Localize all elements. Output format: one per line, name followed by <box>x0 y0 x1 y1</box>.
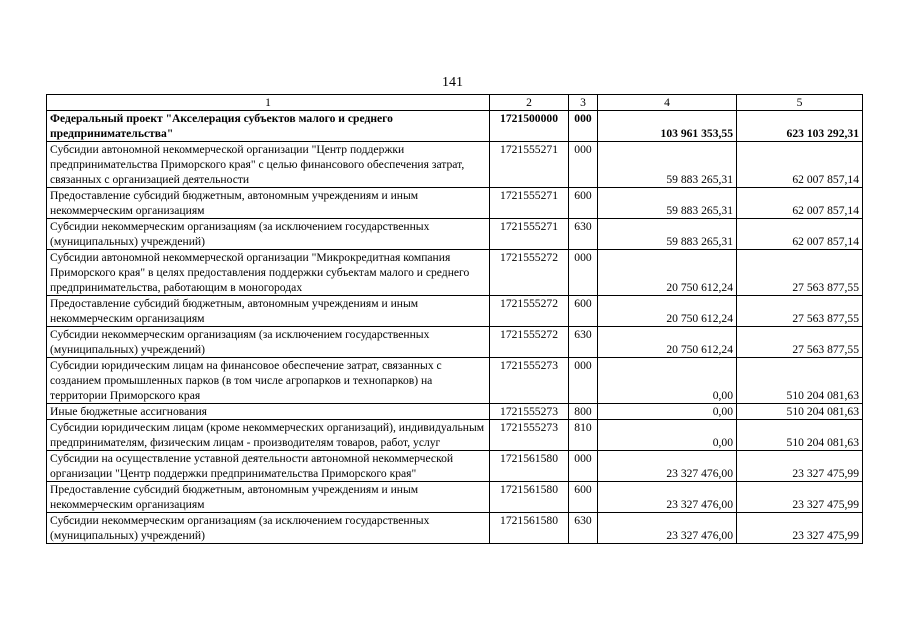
row-name: Субсидии автономной некоммерческой организации "Микрокредитная компания Приморского края" в целях предоставления поддержки субъектам малого и среднего предпринимательства, работающим в моногородах <box>47 250 490 296</box>
row-expense-type: 000 <box>569 358 598 404</box>
row-expense-type: 000 <box>569 250 598 296</box>
table-row <box>47 482 863 513</box>
row-amount-col4: 59 883 265,31 <box>598 188 737 219</box>
row-amount-col4: 0,00 <box>598 358 737 404</box>
row-code: 1721555272 <box>490 327 569 358</box>
table-row <box>47 358 863 404</box>
row-expense-type: 810 <box>569 420 598 451</box>
header-col-1: 1 <box>47 95 490 111</box>
row-expense-type: 630 <box>569 513 598 544</box>
table-row <box>47 451 863 482</box>
header-col-2: 2 <box>490 95 569 111</box>
page-number: 141 <box>442 75 463 90</box>
row-amount-col5: 23 327 475,99 <box>737 482 863 513</box>
row-code: 1721555272 <box>490 250 569 296</box>
row-amount-col5: 510 204 081,63 <box>737 404 863 420</box>
row-expense-type: 000 <box>569 142 598 188</box>
row-amount-col4: 20 750 612,24 <box>598 296 737 327</box>
table-row <box>47 219 863 250</box>
table-row <box>47 420 863 451</box>
row-expense-type: 000 <box>569 451 598 482</box>
row-amount-col5: 23 327 475,99 <box>737 451 863 482</box>
row-name: Субсидии некоммерческим организациям (за исключением государственных (муниципальных) учреждений) <box>47 327 490 358</box>
row-amount-col5: 623 103 292,31 <box>737 111 863 142</box>
row-name: Предоставление субсидий бюджетным, автономным учреждениям и иным некоммерческим организациям <box>47 482 490 513</box>
row-code: 1721555271 <box>490 142 569 188</box>
budget-table <box>46 94 863 544</box>
row-expense-type: 630 <box>569 327 598 358</box>
row-name: Субсидии юридическим лицам (кроме некоммерческих организаций), индивидуальным предпринимателям, физическим лицам - производителям товаров, работ, услуг <box>47 420 490 451</box>
row-name: Субсидии на осуществление уставной деятельности автономной некоммерческой организации "Центр поддержки предпринимательства Приморского края" <box>47 451 490 482</box>
header-col-3: 3 <box>569 95 598 111</box>
row-amount-col4: 103 961 353,55 <box>598 111 737 142</box>
row-amount-col4: 23 327 476,00 <box>598 451 737 482</box>
row-name: Субсидии некоммерческим организациям (за исключением государственных (муниципальных) учреждений) <box>47 219 490 250</box>
row-amount-col5: 510 204 081,63 <box>737 420 863 451</box>
row-amount-col4: 0,00 <box>598 420 737 451</box>
row-expense-type: 000 <box>569 111 598 142</box>
row-amount-col4: 0,00 <box>598 404 737 420</box>
row-expense-type: 600 <box>569 188 598 219</box>
row-amount-col4: 23 327 476,00 <box>598 513 737 544</box>
row-name: Субсидии автономной некоммерческой организации "Центр поддержки предпринимательства Приморского края" с целью финансового обеспечения затрат, связанных с организацией деятельности <box>47 142 490 188</box>
row-code: 1721561580 <box>490 482 569 513</box>
row-amount-col4: 59 883 265,31 <box>598 142 737 188</box>
row-amount-col5: 62 007 857,14 <box>737 219 863 250</box>
table-row <box>47 142 863 188</box>
row-amount-col5: 23 327 475,99 <box>737 513 863 544</box>
row-expense-type: 600 <box>569 296 598 327</box>
row-code: 1721500000 <box>490 111 569 142</box>
row-amount-col4: 20 750 612,24 <box>598 327 737 358</box>
table-row <box>47 404 863 420</box>
row-code: 1721561580 <box>490 513 569 544</box>
row-code: 1721555271 <box>490 188 569 219</box>
row-name: Предоставление субсидий бюджетным, автономным учреждениям и иным некоммерческим организациям <box>47 296 490 327</box>
row-name: Субсидии юридическим лицам на финансовое обеспечение затрат, связанных с созданием промышленных парков (в том числе агропарков и технопарков) на территории Приморского края <box>47 358 490 404</box>
row-name: Предоставление субсидий бюджетным, автономным учреждениям и иным некоммерческим организациям <box>47 188 490 219</box>
row-code: 1721555271 <box>490 219 569 250</box>
row-amount-col5: 62 007 857,14 <box>737 188 863 219</box>
row-code: 1721555273 <box>490 404 569 420</box>
table-row <box>47 513 863 544</box>
row-expense-type: 630 <box>569 219 598 250</box>
row-name: Субсидии некоммерческим организациям (за исключением государственных (муниципальных) учреждений) <box>47 513 490 544</box>
row-name: Федеральный проект "Акселерация субъектов малого и среднего предпринимательства" <box>47 111 490 142</box>
row-code: 1721555273 <box>490 358 569 404</box>
row-amount-col4: 23 327 476,00 <box>598 482 737 513</box>
header-col-5: 5 <box>737 95 863 111</box>
table-header-row <box>47 95 863 111</box>
row-amount-col4: 59 883 265,31 <box>598 219 737 250</box>
row-code: 1721555273 <box>490 420 569 451</box>
row-code: 1721561580 <box>490 451 569 482</box>
table-row <box>47 111 863 142</box>
row-amount-col5: 510 204 081,63 <box>737 358 863 404</box>
row-amount-col5: 27 563 877,55 <box>737 296 863 327</box>
row-code: 1721555272 <box>490 296 569 327</box>
table-row <box>47 188 863 219</box>
header-col-4: 4 <box>598 95 737 111</box>
row-name: Иные бюджетные ассигнования <box>47 404 490 420</box>
row-expense-type: 800 <box>569 404 598 420</box>
budget-table-body <box>47 95 863 544</box>
table-row <box>47 296 863 327</box>
row-amount-col5: 27 563 877,55 <box>737 327 863 358</box>
row-amount-col5: 62 007 857,14 <box>737 142 863 188</box>
table-row <box>47 327 863 358</box>
row-amount-col4: 20 750 612,24 <box>598 250 737 296</box>
row-expense-type: 600 <box>569 482 598 513</box>
row-amount-col5: 27 563 877,55 <box>737 250 863 296</box>
table-row <box>47 250 863 296</box>
